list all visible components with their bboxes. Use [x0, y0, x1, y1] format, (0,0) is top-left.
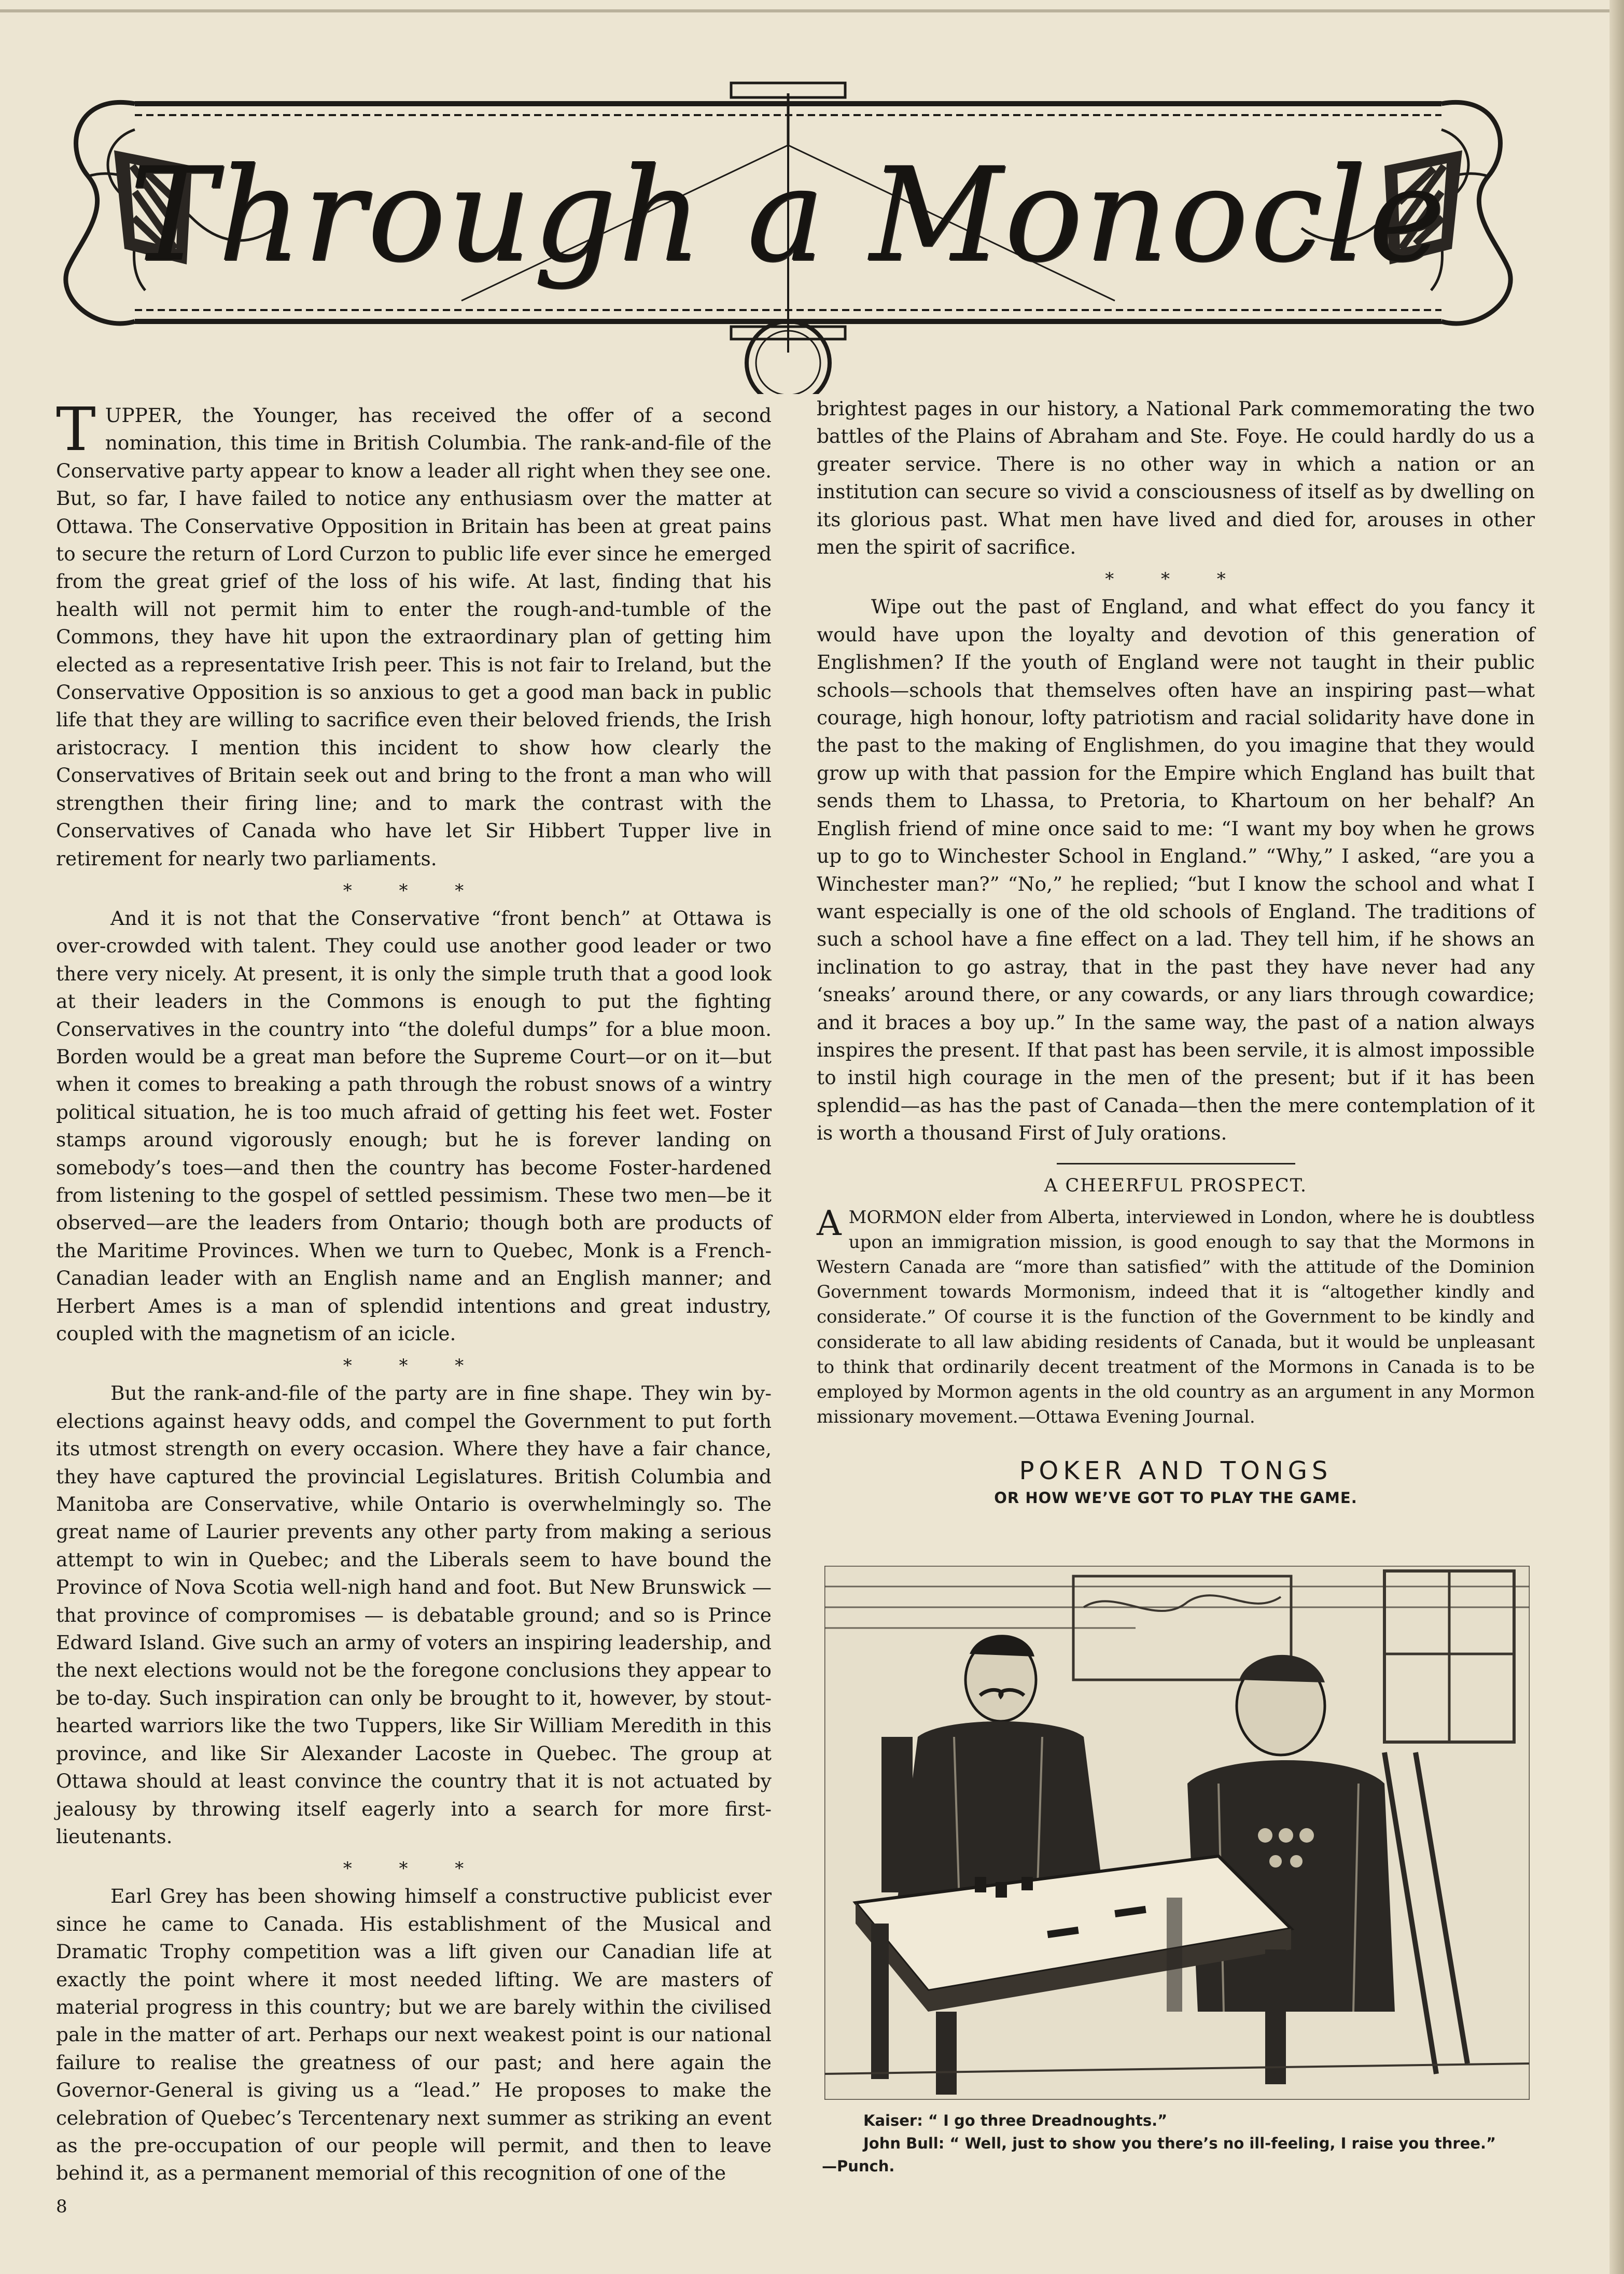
section-separator: * * *	[343, 880, 485, 901]
cheerful-prospect-heading: A CHEERFUL PROSPECT.	[1044, 1175, 1308, 1196]
section-separator: * * *	[343, 1355, 485, 1377]
poker-cartoon-illustration	[824, 1566, 1530, 2100]
drop-cap: T	[56, 395, 96, 465]
section-separator: * * *	[1105, 569, 1247, 590]
article-paragraph-4: Earl Grey has been showing himself a constructive publicist ever since he came to Canada. His establishment of the Musical and Dramatic Trophy competition was a lift given our Canadian life at exactly the point where it most needed lifting. We are masters of material progress in this country; but we are barely within the civilised pale in the matter of art. Perhaps our next weakest point is our national failure to realise the greatness of our past; and here again the Governor-General is giving us a “lead.” He proposes to make the celebration of Quebec’s Tercentenary next summer as striking an event as the pre-occupation of our people will permit, and then to leave behind it, as a permanent memorial of this recognition of one of the	[56, 1885, 772, 2185]
caption-line-john-bull: John Bull: “ Well, just to show you there’s no ill-feeling, I raise you three.”	[863, 2135, 1496, 2152]
masthead-title: Through a Monocle	[129, 139, 1447, 290]
caption-source: —Punch.	[822, 2157, 895, 2175]
cheerful-prospect-text	[817, 1205, 1535, 1430]
paragraph-text: MORMON elder from Alberta, interviewed in London, where he is doubtless upon an immigration mission, is good enough to say that the Mormons in Western Canada are “more than satisfied” with the attitude of the Dominion Government towards Mormonism, indeed that it is “altogether kindly and considerate.” Of course it is the function of the Government to be kindly and considerate to all law abiding residents of Canada, but it would be unpleasant to think that ordinarily decent treatment of the Mormons in Canada is to be employed by Mormon agents in the old country as an argument in any Mormon missionary movement.—Ottawa Evening Journal.	[817, 1206, 1535, 1428]
drop-cap: A	[817, 1203, 842, 1243]
right-column	[817, 395, 1535, 1509]
cartoon-caption	[822, 2109, 1548, 2178]
paragraph-text: UPPER, the Younger, has received the offer of a second nomination, this time in British Columbia. The rank-and-file of the Conservative party appear to know a leader all right when they see one. But, so far, I have failed to notice any enthusiasm over the matter at Ottawa. The Conservative Opposition in Britain has been at great pains to secure the return of Lord Curzon to public life ever since he emerged from the great grief of the loss of his wife. At last, finding that his health will not permit him to enter the rough-and-tumble of the Commons, they have hit upon the extraordinary plan of getting him elected as a representative Irish peer. This is not fair to Ireland, but the Conservative Opposition is so anxious to get a good man back in public life that they are willing to sacrifice even their beloved friends, the Irish aristocracy. I mention this incident to show how clearly the Conservatives of Britain seek out and bring to the front a man who will strengthen their firing line; and to mark the contrast with the Conservatives of Canada who have let Sir Hibbert Tupper live in retirement for nearly two parliaments.	[56, 404, 772, 870]
top-rule	[0, 9, 1624, 12]
article-paragraph-6: Wipe out the past of England, and what effect do you fancy it would have upon the loyalty and devotion of this generation of Englishmen? If the youth of England were not taught in their public schools—schools that themselves often have an inspiring past—what courage, high honour, lofty patriotism and racial solidarity have done in the past to the making of Englishmen, do you imagine that they would grow up with that passion for the Empire which England has built that sends them to Lhassa, to Pretoria, to Khartoum on her behalf? An English friend of mine once said to me: “I want my boy when he grows up to go to Winchester School in England.” “Why,” I asked, “are you a Winchester man?” “No,” he replied; “but I know the school and what I want especially is one of the old schools of England. The traditions of such a school have a fine effect on a lad. They tell him, if he shows an inclination to go astray, that in the past they have never had any ‘sneaks’ around there, or any cowards, or any liars through cowardice; and it braces a boy up.” In the same way, the past of a nation always inspires the present. If that past has been servile, it is almost impossible to instil high courage in the men of the present; but if it has been splendid—as has the past of Canada—then the mere contemplation of it is worth a thousand First of July orations.	[817, 595, 1535, 1145]
cartoon-subtitle: OR HOW WE’VE GOT TO PLAY THE GAME.	[994, 1489, 1357, 1507]
cartoon-title: POKER AND TONGS	[1019, 1456, 1333, 1486]
article-paragraph-3: But the rank-and-file of the party are in fine shape. They win by-elections against heavy odds, and compel the Government to put forth its utmost strength on every occasion. Where they have a fair chance, they have captured the provincial Legislatures. British Columbia and Manitoba are Conservative, while Ontario is overwhelmingly so. The great name of Laurier prevents any other party from making a serious attempt to win in Quebec; and the Liberals seem to have bound the Province of Nova Scotia well-nigh hand and foot. But New Brunswick — that province of compromises — is debatable ground; and so is Prince Edward Island. Give such an army of voters an inspiring leadership, and the next elections would not be the foregone conclusions they appear to be to-day. Such inspiration can only be brought to it, however, by stout-hearted warriors like the two Tuppers, like Sir William Meredith in this province, and like Sir Alexander Lacoste in Quebec. The group at Ottawa should at least convince the country that it is not actuated by jealousy by throwing itself eagerly into a search for more first-lieutenants.	[56, 1382, 772, 1848]
article-paragraph-5: brightest pages in our history, a National Park commemorating the two battles of the Plains of Abraham and Ste. Foye. He could hardly do us a greater service. There is no other way in which a nation or an institution can secure so vivid a consciousness of itself as by dwelling on its glorious past. What men have lived and died for, arouses in other men the spirit of sacrifice.	[817, 397, 1535, 559]
section-separator: * * *	[343, 1858, 485, 1879]
left-column	[56, 395, 772, 2187]
caption-line-kaiser: Kaiser: “ I go three Dreadnoughts.”	[863, 2112, 1168, 2129]
masthead	[57, 73, 1519, 394]
page-number: 8	[56, 2196, 67, 2217]
article-paragraph-2: And it is not that the Conservative “front bench” at Ottawa is over-crowded with talent. They could use another good leader or two there very nicely. At present, it is only the simple truth that a good look at their leaders in the Commons is enough to put the fighting Conservatives in the country into “the doleful dumps” for a blue moon. Borden would be a great man before the Supreme Court—or on it—but when it comes to breaking a path through the robust snows of a wintry political situation, he is too much afraid of getting his feet wet. Foster stamps around vigorously enough; but he is forever landing on somebody’s toes—and then the country has become Foster-hardened from listening to the gospel of settled pessimism. These two men—be it observed—are the leaders from Ontario; though both are products of the Maritime Provinces. When we turn to Quebec, Monk is a French-Canadian leader with an English name and an English manner; and Herbert Ames is a man of splendid intentions and great industry, coupled with the magnetism of an icicle.	[56, 906, 772, 1345]
page-edge	[1609, 0, 1624, 2274]
section-divider	[1057, 1163, 1295, 1164]
article-paragraph-1	[56, 395, 772, 873]
